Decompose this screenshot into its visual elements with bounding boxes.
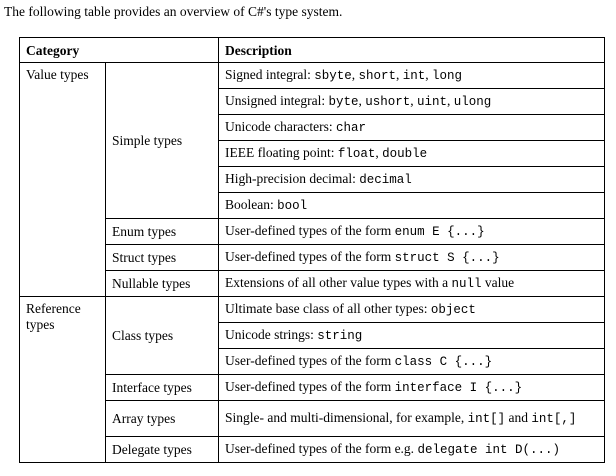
description-cell [219, 323, 605, 349]
code-fragment: uint [417, 95, 448, 109]
description-cell [219, 193, 605, 219]
code-fragment: float [337, 147, 376, 161]
header-category: Category [20, 38, 219, 63]
table-row [20, 437, 605, 463]
description-text: , [410, 93, 418, 108]
code-fragment: struct S {...} [394, 251, 500, 265]
code-fragment: null [451, 277, 482, 291]
description-text: , [396, 67, 403, 82]
description-text: Single- and multi-dimensional, for example, [225, 410, 468, 425]
description-text: IEEE floating point: [225, 145, 338, 160]
table-header-row [20, 38, 605, 63]
subcategory-cell: Nullable types [106, 271, 219, 297]
subcategory-cell: Class types [106, 297, 219, 375]
table-row [20, 297, 605, 323]
description-cell [219, 375, 605, 401]
description-text: Unicode strings: [225, 327, 318, 342]
description-text: Unsigned integral: [225, 93, 329, 108]
code-fragment: char [335, 121, 366, 135]
category-cell: Value types [20, 63, 106, 297]
description-text: User-defined types of the form [225, 379, 395, 394]
description-cell [219, 271, 605, 297]
description-text: Unicode characters: [225, 119, 336, 134]
table-row [20, 401, 605, 437]
code-fragment: ushort [365, 95, 411, 109]
description-cell [219, 297, 605, 323]
subcategory-cell: Struct types [106, 245, 219, 271]
code-fragment: bool [277, 199, 308, 213]
description-cell [219, 89, 605, 115]
description-text: Extensions of all other value types with a [225, 275, 452, 290]
description-text: , [375, 145, 383, 160]
description-text: , [425, 67, 433, 82]
description-text: User-defined types of the form [225, 249, 395, 264]
description-cell [219, 401, 605, 437]
description-text: Boolean: [225, 197, 278, 212]
description-text: , [358, 93, 366, 108]
description-text: User-defined types of the form [225, 353, 395, 368]
description-cell [219, 167, 605, 193]
code-fragment: int[,] [531, 412, 577, 426]
subcategory-cell: Delegate types [106, 437, 219, 463]
description-text: High-precision decimal: [225, 171, 360, 186]
code-fragment: delegate int D(...) [417, 443, 560, 457]
description-cell [219, 349, 605, 375]
code-fragment: class C {...} [394, 355, 493, 369]
code-fragment: decimal [359, 173, 412, 187]
table-row [20, 219, 605, 245]
description-text: , [351, 67, 359, 82]
code-fragment: interface I {...} [394, 381, 523, 395]
table-body [20, 63, 605, 463]
description-text: Ultimate base class of all other types: [225, 301, 431, 316]
description-text: and [505, 410, 532, 425]
code-fragment: string [317, 329, 363, 343]
code-fragment: byte [328, 95, 359, 109]
code-fragment: long [432, 69, 463, 83]
description-cell [219, 63, 605, 89]
table-row [20, 271, 605, 297]
table-row [20, 245, 605, 271]
category-cell: Reference types [20, 297, 106, 463]
description-text: , [447, 93, 454, 108]
description-cell [219, 141, 605, 167]
code-fragment: sbyte [314, 69, 352, 83]
header-description: Description [219, 38, 605, 63]
subcategory-cell: Enum types [106, 219, 219, 245]
description-cell [219, 437, 605, 463]
table-row [20, 375, 605, 401]
description-text: User-defined types of the form [225, 223, 395, 238]
subcategory-cell: Interface types [106, 375, 219, 401]
code-fragment: int[] [467, 412, 506, 426]
table-row [20, 63, 605, 89]
code-fragment: object [430, 303, 476, 317]
description-text: value [481, 275, 515, 290]
code-fragment: double [382, 147, 428, 161]
intro-text: The following table provides an overview of C#'s type system. [4, 4, 343, 19]
description-text: Signed integral: [225, 67, 315, 82]
type-system-table [19, 37, 605, 463]
code-fragment: ulong [453, 95, 492, 109]
description-cell [219, 219, 605, 245]
code-fragment: enum E {...} [394, 225, 485, 239]
subcategory-cell: Array types [106, 401, 219, 437]
subcategory-cell: Simple types [106, 63, 219, 219]
description-cell [219, 115, 605, 141]
description-text: User-defined types of the form e.g. [225, 441, 418, 456]
code-fragment: short [358, 69, 397, 83]
description-cell [219, 245, 605, 271]
code-fragment: int [402, 69, 426, 83]
